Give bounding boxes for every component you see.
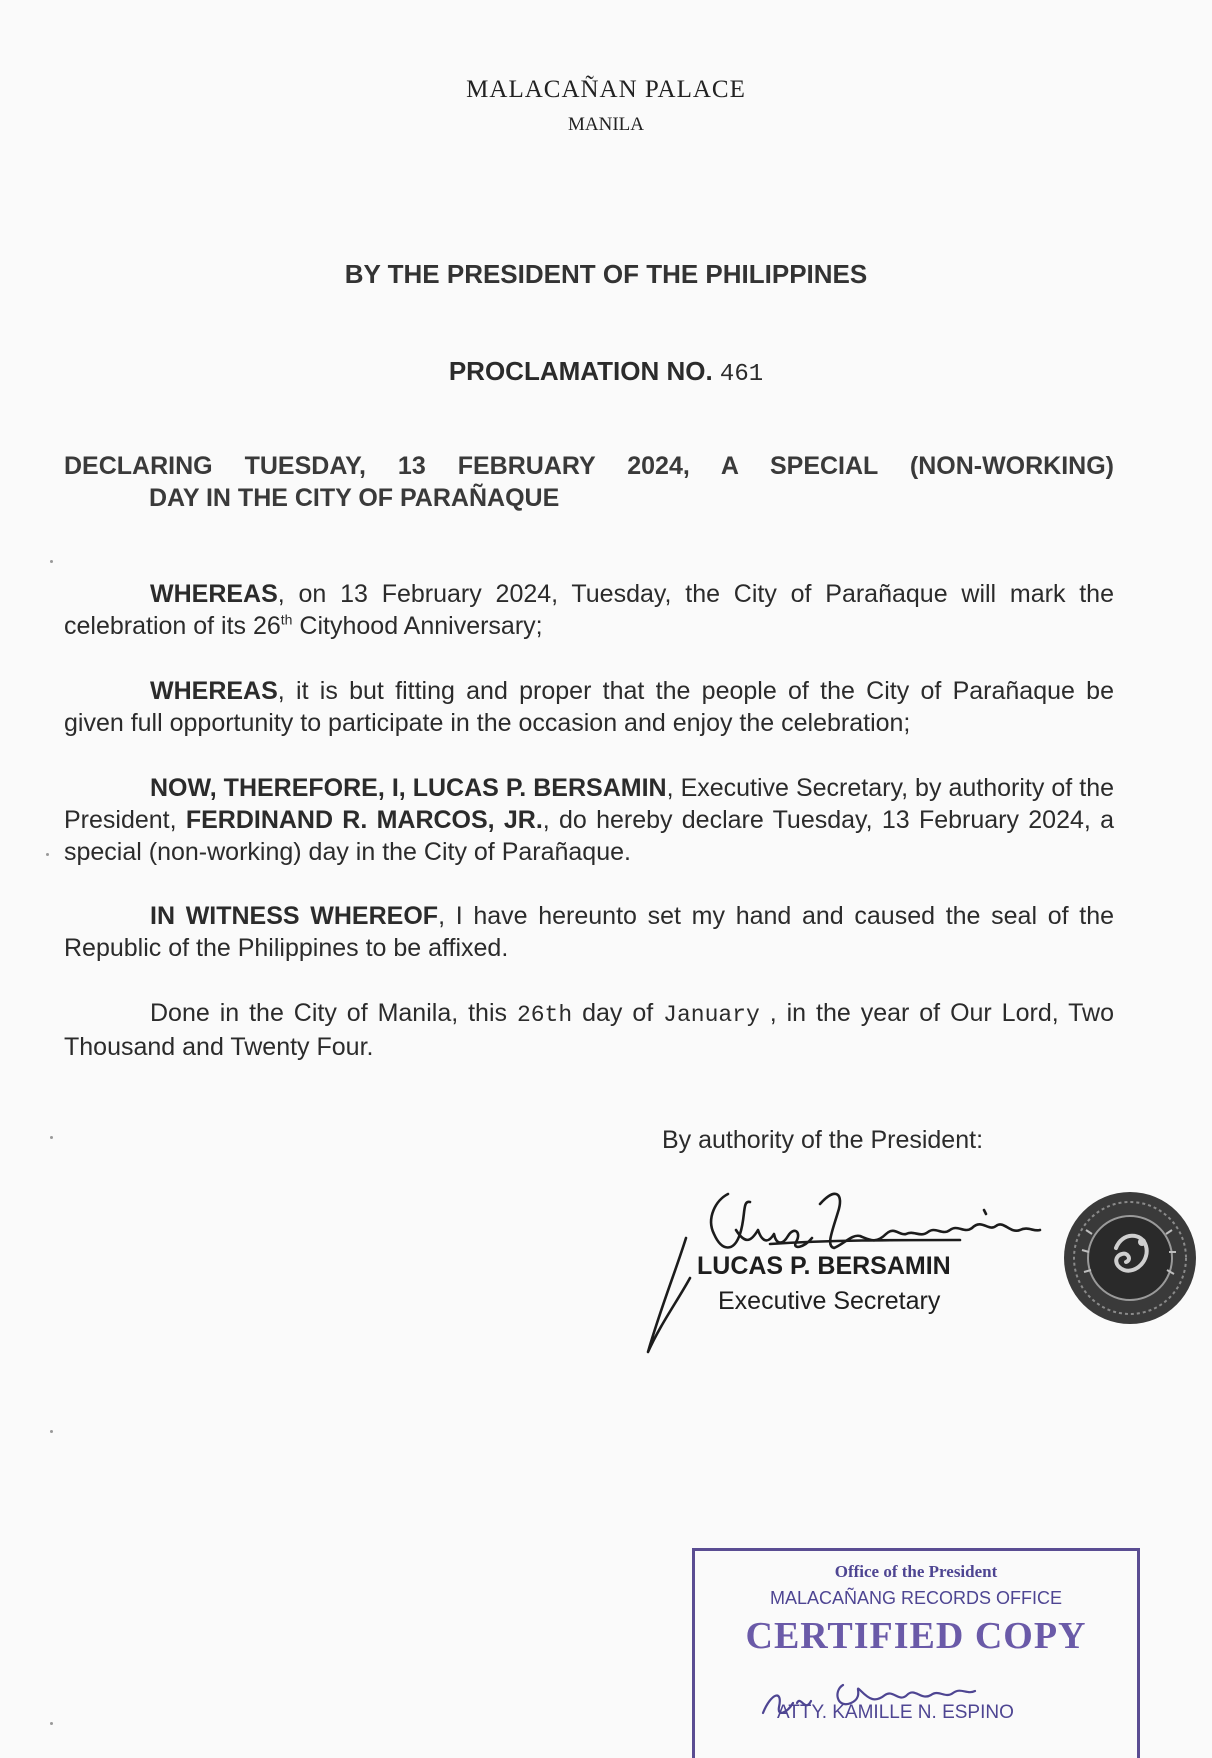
witness-clause [64, 900, 1114, 964]
whereas-clause-2 [64, 675, 1114, 739]
proclamation-number: 461 [719, 361, 764, 388]
done-text-mid: day of [572, 999, 664, 1027]
declaration-text: , Executive Secretary, by authority of the President, [64, 774, 1114, 834]
done-clause [64, 997, 1114, 1063]
done-text: Done in the City of Manila, this [150, 999, 517, 1027]
city-heading: MANILA [568, 114, 644, 135]
witness-lead: IN WITNESS WHEREOF [150, 902, 439, 930]
done-text-end: , in the year of Our Lord, Two Thousand and Twenty Four. [64, 999, 1115, 1061]
witness-text: , I have hereunto set my hand and caused the seal of the Republic of the Philippines to be affixed. [64, 902, 1115, 962]
scan-speck [46, 853, 49, 856]
ordinal-suffix: th [280, 611, 293, 628]
done-day: 26th [516, 1002, 573, 1028]
stamp-office: Office of the President [834, 1562, 998, 1581]
issuer-heading: BY THE PRESIDENT OF THE PHILIPPINES [344, 259, 868, 289]
proclamation-label: PROCLAMATION NO. [448, 356, 713, 386]
scan-speck [50, 560, 53, 563]
done-month: January [663, 1002, 760, 1028]
whereas-text: , it is but fitting and proper that the people of the City of Parañaque be given full opportunity to participate in the occasion and enjoy the celebration; [64, 677, 1114, 737]
whereas-clause-1 [64, 578, 1114, 642]
signatory-name: LUCAS P. BERSAMIN [697, 1252, 951, 1280]
declarant-lead: NOW, THEREFORE, I, LUCAS P. BERSAMIN [150, 774, 667, 802]
scan-speck [50, 1136, 53, 1139]
title-line-2: DAY IN THE CITY OF PARAÑAQUE [149, 484, 560, 512]
whereas-text: , on 13 February 2024, Tuesday, the City of Parañaque will mark the celebration of its 26 [64, 580, 1114, 640]
stamp-records-office: MALACAÑANG RECORDS OFFICE [769, 1588, 1063, 1608]
by-authority-line: By authority of the President: [662, 1126, 984, 1154]
stamp-certified-copy: CERTIFIED COPY [745, 1615, 1087, 1657]
proclamation-heading [0, 356, 1212, 388]
signatory-title: Executive Secretary [718, 1287, 941, 1315]
palace-heading: MALACAÑAN PALACE [466, 76, 746, 103]
republic-seal-icon [1062, 1190, 1198, 1326]
president-name: FERDINAND R. MARCOS, JR. [185, 806, 543, 834]
scan-speck [50, 1722, 53, 1725]
whereas-lead: WHEREAS [150, 580, 278, 608]
stamp-officer-name: ATTY. KAMILLE N. ESPINO [777, 1702, 1014, 1723]
whereas-text-end: Cityhood Anniversary; [292, 612, 543, 640]
title-line-1: DECLARING TUESDAY, 13 FEBRUARY 2024, A SPECIAL (NON-WORKING) [64, 452, 1114, 480]
now-therefore-clause [64, 772, 1114, 868]
declaration-text-end: , do hereby declare Tuesday, 13 February 2024, a special (non-working) day in the City of Parañaque. [64, 806, 1114, 866]
certified-copy-stamp [692, 1548, 1140, 1758]
scan-speck [50, 1430, 53, 1433]
whereas-lead: WHEREAS [150, 677, 278, 705]
proclamation-title [64, 450, 1114, 514]
